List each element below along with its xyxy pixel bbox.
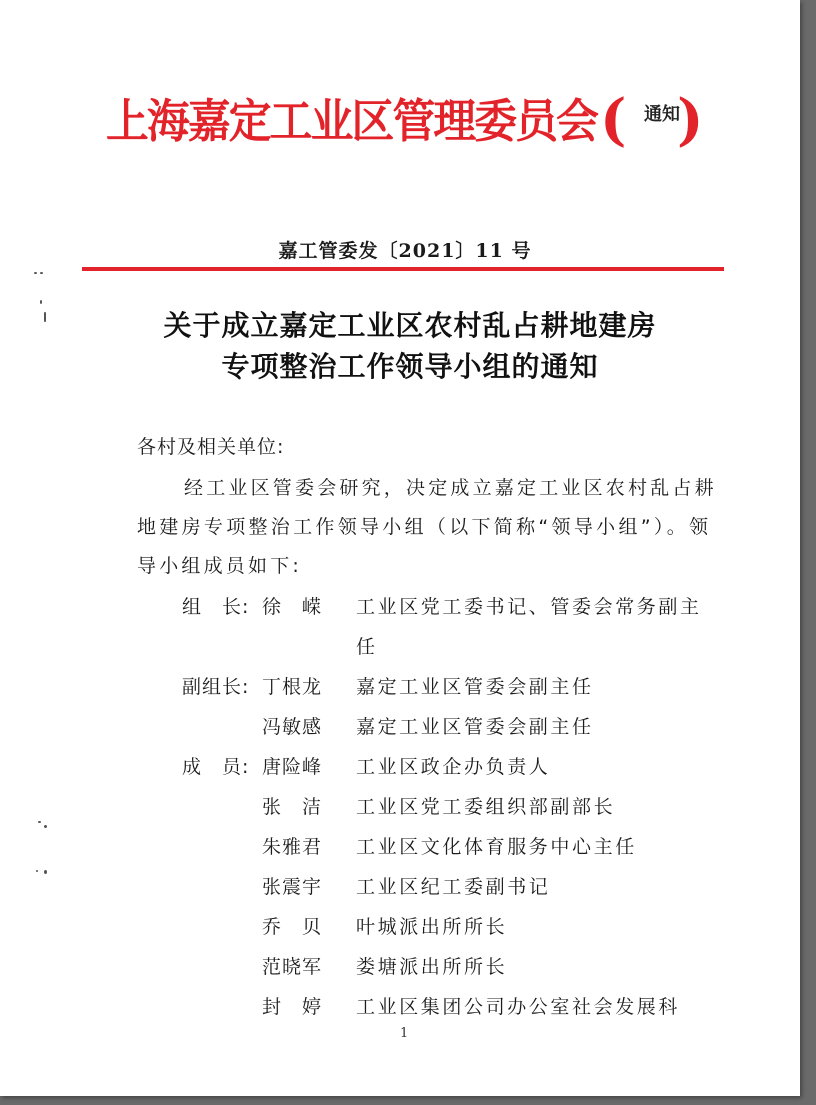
document-title-line-2: 专项整治工作领导小组的通知 xyxy=(221,350,599,383)
member-name: 徐 嵘 xyxy=(262,596,323,618)
member-name: 封 婷 xyxy=(262,996,323,1018)
body-line-2: 地建房专项整治工作领导小组（以下简称“领导小组”）。领 xyxy=(137,516,712,538)
member-name: 朱雅君 xyxy=(262,836,323,858)
member-duty: 嘉定工业区管委会副主任 xyxy=(356,676,594,698)
member-duty: 任 xyxy=(356,636,378,658)
member-duty: 娄塘派出所所长 xyxy=(356,956,508,978)
member-role: 组 长: xyxy=(182,596,250,618)
member-name: 丁根龙 xyxy=(262,676,323,698)
member-duty: 工业区文化体育服务中心主任 xyxy=(356,836,637,858)
member-name: 唐险峰 xyxy=(262,756,323,778)
member-duty: 工业区党工委组织部副部长 xyxy=(356,796,616,818)
scan-speck xyxy=(44,312,46,322)
header-doc-type: 通知 xyxy=(644,104,680,125)
member-name: 范晓军 xyxy=(262,956,323,978)
document-number: 嘉工管委发〔2021〕11 号 xyxy=(278,240,532,262)
member-duty: 工业区政企办负责人 xyxy=(356,756,551,778)
scan-speck xyxy=(36,870,38,872)
member-name: 冯敏感 xyxy=(262,716,323,738)
scan-speck xyxy=(40,300,42,304)
member-duty: 工业区集团公司办公室社会发展科 xyxy=(356,996,681,1018)
scan-speck xyxy=(44,825,47,828)
scan-speck xyxy=(34,272,37,274)
member-name: 张震宇 xyxy=(262,876,323,898)
member-duty: 工业区党工委书记、管委会常务副主 xyxy=(356,596,702,618)
member-duty: 嘉定工业区管委会副主任 xyxy=(356,716,594,738)
member-duty: 叶城派出所所长 xyxy=(356,916,508,938)
page-number: 1 xyxy=(400,1026,409,1041)
member-name: 张 洁 xyxy=(262,796,323,818)
member-role: 副组长: xyxy=(182,676,250,698)
body-line-3: 导小组成员如下: xyxy=(137,555,303,577)
header-paren-right: ) xyxy=(677,87,704,153)
header-paren-left: ( xyxy=(600,87,627,153)
member-name: 乔 贝 xyxy=(262,916,323,938)
scan-speck xyxy=(38,821,41,823)
scan-speck xyxy=(40,272,43,274)
member-role: 成 员: xyxy=(182,756,250,778)
header-divider xyxy=(82,267,724,271)
body-line-1: 经工业区管委会研究，决定成立嘉定工业区农村乱占耕 xyxy=(184,477,717,499)
scan-speck xyxy=(44,870,47,874)
issuing-authority-title: 上海嘉定工业区管理委员会 xyxy=(106,94,598,148)
salutation: 各村及相关单位: xyxy=(137,436,285,458)
member-duty: 工业区纪工委副书记 xyxy=(356,876,551,898)
document-title-line-1: 关于成立嘉定工业区农村乱占耕地建房 xyxy=(163,309,657,342)
